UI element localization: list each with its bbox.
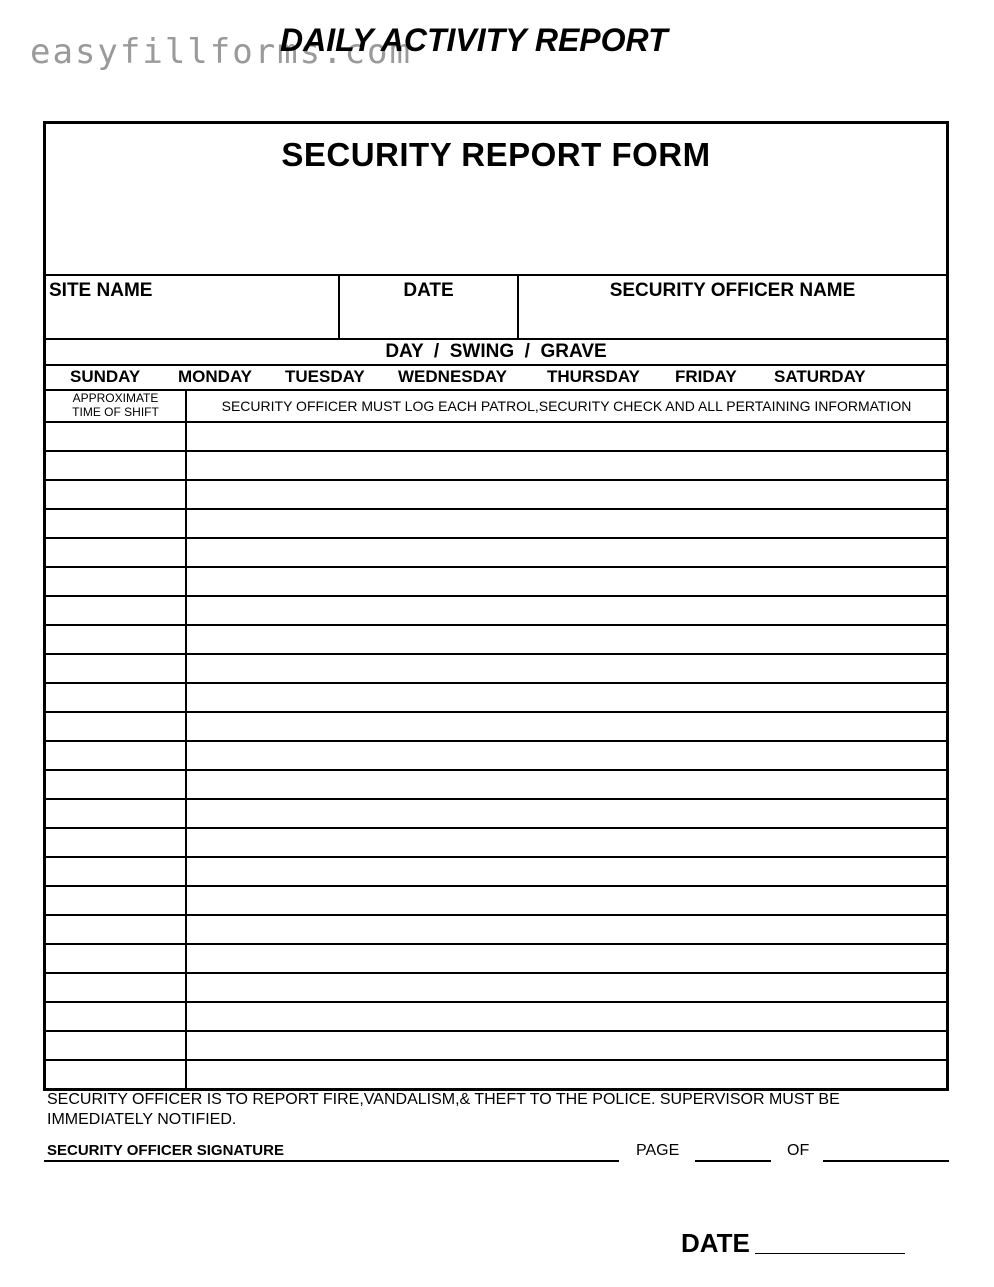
log-entry-cell[interactable] (187, 1061, 946, 1088)
log-row (46, 771, 946, 800)
date-field[interactable] (340, 276, 519, 338)
log-row (46, 626, 946, 655)
log-table-body (46, 423, 946, 1088)
log-time-cell[interactable] (46, 481, 187, 508)
log-row (46, 539, 946, 568)
log-row (46, 481, 946, 510)
page-total-field[interactable] (823, 1160, 949, 1162)
log-entry-cell[interactable] (187, 423, 946, 450)
log-row (46, 1032, 946, 1061)
log-row (46, 1003, 946, 1032)
log-row (46, 684, 946, 713)
officer-name-label: SECURITY OFFICER NAME (609, 280, 856, 301)
log-entry-cell[interactable] (187, 1003, 946, 1030)
log-time-cell[interactable] (46, 1061, 187, 1088)
log-row (46, 858, 946, 887)
log-row (46, 945, 946, 974)
bottom-date-label: DATE (681, 1228, 750, 1258)
log-entry-cell[interactable] (187, 1032, 946, 1059)
site-name-field[interactable] (46, 276, 340, 338)
log-row (46, 800, 946, 829)
day-friday[interactable]: FRIDAY (675, 367, 737, 386)
time-header-line1: APPROXIMATE (72, 391, 159, 405)
log-row (46, 510, 946, 539)
log-time-cell[interactable] (46, 1032, 187, 1059)
log-time-cell[interactable] (46, 800, 187, 827)
log-entry-cell[interactable] (187, 510, 946, 537)
log-entry-cell[interactable] (187, 858, 946, 885)
date-label: DATE (403, 280, 454, 301)
info-row (46, 276, 946, 340)
log-row (46, 829, 946, 858)
security-report-form (43, 121, 949, 1091)
log-time-cell[interactable] (46, 829, 187, 856)
shift-options[interactable]: DAY / SWING / GRAVE (46, 340, 946, 366)
signature-label: SECURITY OFFICER SIGNATURE (47, 1142, 284, 1159)
log-entry-cell[interactable] (187, 887, 946, 914)
log-time-cell[interactable] (46, 510, 187, 537)
page-number-field[interactable] (695, 1160, 771, 1162)
time-column-header (46, 391, 187, 421)
site-name-label: SITE NAME (49, 280, 153, 301)
day-saturday[interactable]: SATURDAY (774, 367, 866, 386)
signature-line[interactable] (44, 1160, 619, 1162)
log-time-cell[interactable] (46, 858, 187, 885)
log-entry-cell[interactable] (187, 626, 946, 653)
log-entry-cell[interactable] (187, 597, 946, 624)
watermark: easyfillforms.com (30, 32, 412, 72)
day-thursday[interactable]: THURSDAY (547, 367, 640, 386)
log-row (46, 974, 946, 1003)
log-row (46, 655, 946, 684)
form-title: SECURITY REPORT FORM (281, 136, 711, 173)
log-row (46, 887, 946, 916)
log-time-cell[interactable] (46, 742, 187, 769)
log-time-cell[interactable] (46, 945, 187, 972)
bottom-date-field[interactable] (755, 1253, 905, 1254)
log-entry-cell[interactable] (187, 452, 946, 479)
log-time-cell[interactable] (46, 597, 187, 624)
footer-note: SECURITY OFFICER IS TO REPORT FIRE,VANDALISM,& THEFT TO THE POLICE. SUPERVISOR MUST BE IMMEDIATELY NOTIFIED. (47, 1091, 840, 1128)
log-entry-cell[interactable] (187, 829, 946, 856)
days-row (46, 366, 946, 391)
log-time-cell[interactable] (46, 974, 187, 1001)
log-entry-cell[interactable] (187, 771, 946, 798)
log-time-cell[interactable] (46, 916, 187, 943)
log-entry-cell[interactable] (187, 742, 946, 769)
log-time-cell[interactable] (46, 452, 187, 479)
log-entry-cell[interactable] (187, 974, 946, 1001)
day-sunday[interactable]: SUNDAY (70, 367, 141, 386)
log-row (46, 423, 946, 452)
log-table-header (46, 391, 946, 423)
of-label: OF (787, 1142, 810, 1159)
log-row (46, 1061, 946, 1088)
log-entry-cell[interactable] (187, 481, 946, 508)
day-wednesday[interactable]: WEDNESDAY (398, 367, 507, 386)
log-row (46, 916, 946, 945)
log-entry-cell[interactable] (187, 655, 946, 682)
log-entry-cell[interactable] (187, 916, 946, 943)
log-row (46, 742, 946, 771)
officer-name-field[interactable] (519, 276, 946, 338)
log-row (46, 713, 946, 742)
log-entry-cell[interactable] (187, 568, 946, 595)
time-header-line2: TIME OF SHIFT (72, 405, 159, 419)
log-time-cell[interactable] (46, 568, 187, 595)
log-time-cell[interactable] (46, 423, 187, 450)
log-time-cell[interactable] (46, 887, 187, 914)
log-time-cell[interactable] (46, 684, 187, 711)
log-entry-cell[interactable] (187, 713, 946, 740)
log-row (46, 568, 946, 597)
log-row (46, 597, 946, 626)
log-time-cell[interactable] (46, 1003, 187, 1030)
page-label: PAGE (636, 1142, 680, 1159)
log-time-cell[interactable] (46, 626, 187, 653)
log-entry-cell[interactable] (187, 800, 946, 827)
page-title: DAILY ACTIVITY REPORT (280, 22, 668, 58)
form-header (46, 124, 946, 276)
day-tuesday[interactable]: TUESDAY (285, 367, 365, 386)
log-row (46, 452, 946, 481)
log-entry-cell[interactable] (187, 684, 946, 711)
log-column-header: SECURITY OFFICER MUST LOG EACH PATROL,SECURITY CHECK AND ALL PERTAINING INFORMATION (221, 398, 912, 414)
log-entry-cell[interactable] (187, 945, 946, 972)
log-time-cell[interactable] (46, 539, 187, 566)
log-time-cell[interactable] (46, 771, 187, 798)
log-time-cell[interactable] (46, 713, 187, 740)
log-entry-cell[interactable] (187, 539, 946, 566)
day-monday[interactable]: MONDAY (178, 367, 252, 386)
log-time-cell[interactable] (46, 655, 187, 682)
